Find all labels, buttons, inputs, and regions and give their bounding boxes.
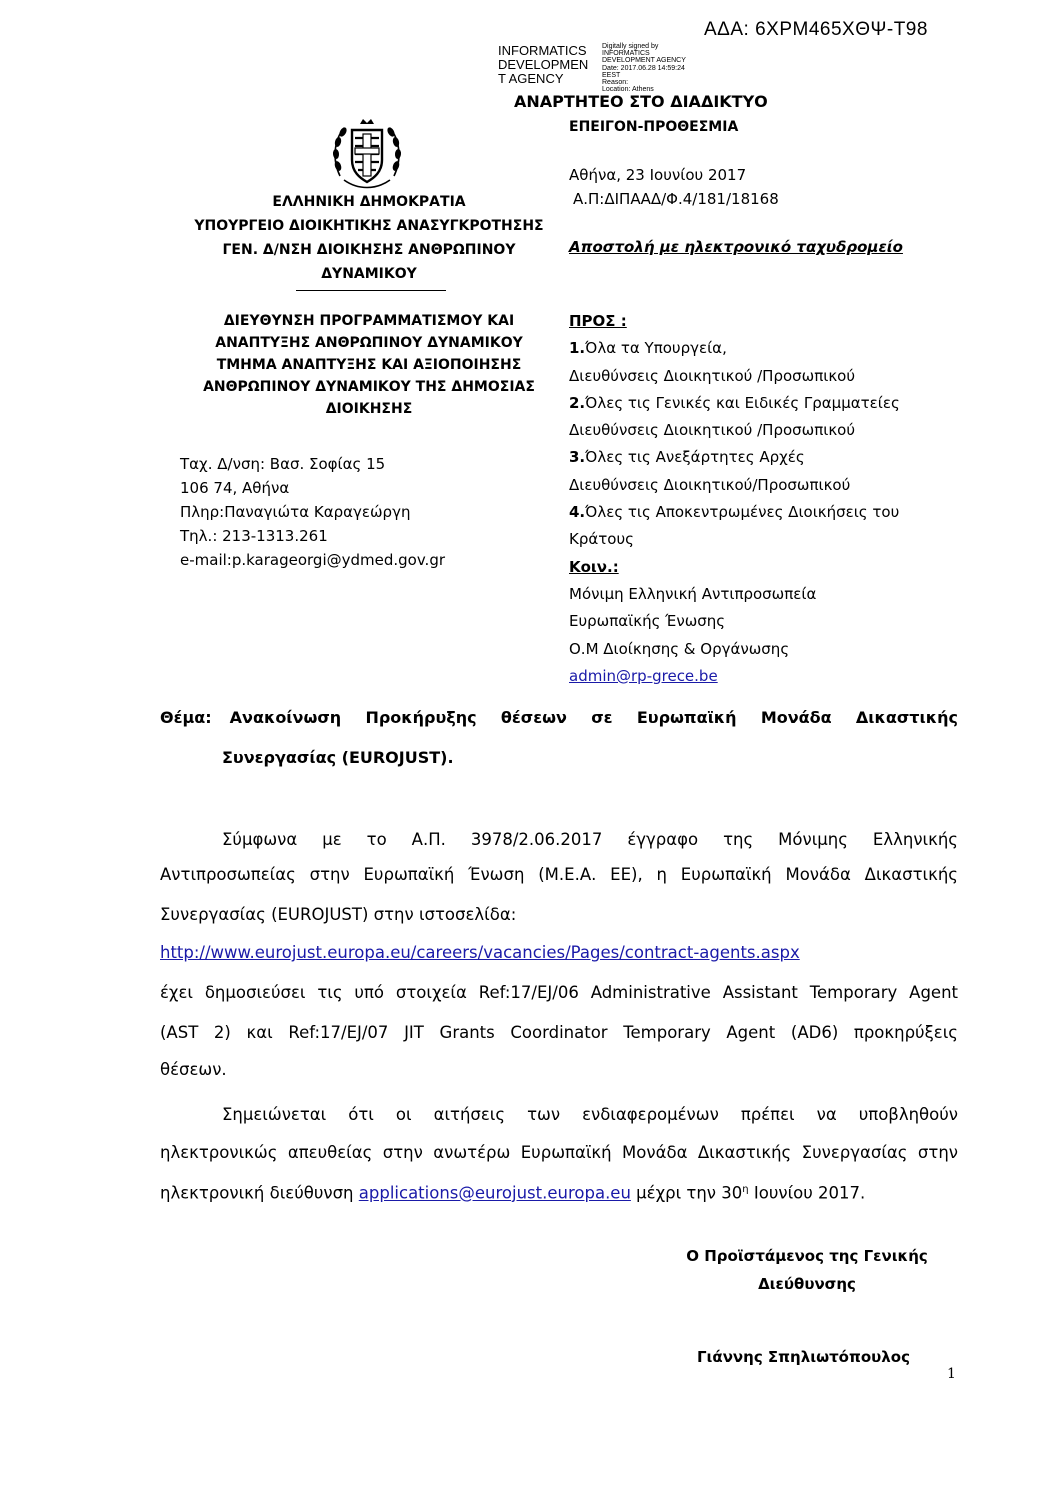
cc-line: Ευρωπαϊκής Ένωσης [569,612,726,631]
dept-line: ΔΙΟΙΚΗΣΗΣ [325,401,413,417]
recipient-line: 1.Όλα τα Υπουργεία, [569,339,727,358]
cc-label: Κοιν.: [569,557,619,576]
signature-name-line: INFORMATICS [498,43,587,58]
dept-line: ΔΙΕΥΘΥΝΣΗ ΠΡΟΓΡΑΜΜΑΤΙΣΜΟΥ ΚΑΙ [223,313,515,329]
signatory-name: Γιάννης Σπηλιωτόπουλος [697,1348,910,1366]
signatory-title-line: Ο Προϊστάμενος της Γενικής [686,1247,928,1265]
recipient-line: Κράτους [569,530,634,549]
subject-line-1 [160,708,958,727]
body-p1-line2: Αντιπροσωπείας στην Ευρωπαϊκή Ένωση (Μ.Ε.Α. ΕΕ), η Ευρωπαϊκή Μονάδα Δικαστικής [160,865,958,884]
signatory-title-line: Διεύθυνσης [758,1275,856,1293]
page-number: 1 [947,1366,956,1382]
post-online-label: ΑΝΑΡΤΗΤΕΟ ΣΤΟ ΔΙΑΔΙΚΤΥΟ [514,92,768,111]
to-label: ΠΡΟΣ : [569,312,627,330]
recipient-line: Διευθύνσεις Διοικητικού/Προσωπικού [569,475,851,494]
body-p1-line6: θέσεων. [160,1060,227,1079]
signature-detail-line: Date: 2017.06.28 14:59:24 [602,64,685,72]
body-p2-text: ηλεκτρονική διεύθυνση [160,1183,359,1203]
org-line: ΕΛΛΗΝΙΚΗ ΔΗΜΟΚΡΑΤΙΑ [272,194,466,210]
cc-email-link[interactable]: admin@rp-grece.be [569,666,718,685]
contact-person: Πληρ:Παναγιώτα Καραγεώργη [180,503,411,521]
body-p2-line3 [160,1170,865,1214]
subject-text: Ανακοίνωση Προκήρυξης θέσεων σε Ευρωπαϊκή Μονάδα Δικαστικής [229,708,958,727]
org-line: ΓΕΝ. Δ/ΝΣΗ ΔΙΟΙΚΗΣΗΣ ΑΝΘΡΩΠΙΝΟΥ [222,242,516,258]
subject-label: Θέμα: [160,708,212,727]
cc-line: Μόνιμη Ελληνική Αντιπροσωπεία [569,584,817,603]
signature-name-line: DEVELOPMEN [498,57,589,72]
ordinal-superscript: η [742,1184,749,1195]
subject-line-2: Συνεργασίας (EUROJUST). [222,748,454,767]
signature-detail-line: Reason: [602,79,629,87]
recipient-line: 4.Όλες τις Αποκεντρωμένες Διοικήσεις του [569,503,900,522]
signature-details [602,43,686,93]
recipient-line: 2.Όλες τις Γενικές και Ειδικές Γραμματείες [569,393,900,412]
contact-email: e-mail:p.karageorgi@ydmed.gov.gr [180,551,446,569]
send-mode: Αποστολή με ηλεκτρονικό ταχυδρομείο [569,238,903,256]
recipient-line: Διευθύνσεις Διοικητικού /Προσωπικού [569,366,856,385]
signature-detail-line: INFORMATICS [602,50,650,58]
document-date: Αθήνα, 23 Ιουνίου 2017 [569,166,747,184]
contact-postcode: 106 74, Αθήνα [180,479,290,497]
department-block [180,310,558,420]
signature-detail-line: DEVELOPMENT AGENCY [602,57,686,65]
eurojust-vacancies-link[interactable]: http://www.eurojust.europa.eu/careers/vacancies/Pages/contract-agents.aspx [160,943,800,962]
body-p1-line4: έχει δημοσιεύσει τις υπό στοιχεία Ref:17/EJ/06 Administrative Assistant Temporary Agent [160,983,958,1002]
signature-detail-line: Location: Athens [602,86,654,94]
signatory-title [672,1242,942,1298]
body-p1-line5: (AST 2) και Ref:17/EJ/07 JIT Grants Coordinator Temporary Agent (AD6) προκηρύξεις [160,1023,958,1042]
signature-detail-line: Digitally signed by [602,43,659,50]
recipient-line: Διευθύνσεις Διοικητικού /Προσωπικού [569,421,856,440]
applications-email-link[interactable]: applications@eurojust.europa.eu [358,1183,631,1203]
dept-line: ΑΝΑΠΤΥΞΗΣ ΑΝΘΡΩΠΙΝΟΥ ΔΥΝΑΜΙΚΟΥ [215,335,523,351]
ada-code: ΑΔΑ: 6ΧΡΜ465ΧΘΨ-Τ98 [704,19,928,40]
organisation-block [180,190,558,286]
protocol-number: Α.Π:ΔΙΠΑΑΔ/Φ.4/181/18168 [573,190,779,208]
contact-block [180,452,445,572]
org-line: ΔΥΝΑΜΙΚΟΥ [321,266,417,282]
body-p2-line1: Σημειώνεται ότι οι αιτήσεις των ενδιαφερομένων πρέπει να υποβληθούν [222,1105,958,1124]
contact-address: Ταχ. Δ/νση: Βασ. Σοφίας 15 [180,455,386,473]
recipients-block [569,308,900,690]
body-p1-line1: Σύμφωνα με το Α.Π. 3978/2.06.2017 έγγραφο της Μόνιμης Ελληνικής [222,830,958,849]
signature-detail-line: EEST [602,71,621,79]
body-p2-line2: ηλεκτρονικώς απευθείας στην ανωτέρω Ευρωπαϊκή Μονάδα Δικαστικής Συνεργασίας στην [160,1143,958,1162]
dept-line: ΤΜΗΜΑ ΑΝΑΠΤΥΞΗΣ ΚΑΙ ΑΞΙΟΠΟΙΗΣΗΣ [216,357,522,373]
body-p2-text: μέχρι την 30 [630,1183,743,1203]
recipient-line: 3.Όλες τις Ανεξάρτητες Αρχές [569,448,805,467]
signature-name [498,44,588,86]
greek-coat-of-arms-emblem [330,116,404,192]
contact-phone: Τηλ.: 213-1313.261 [180,527,328,545]
header-divider [296,290,446,291]
signature-name-line: T AGENCY [498,71,564,86]
body-p2-text: Ιουνίου 2017. [748,1183,866,1203]
body-p1-line3: Συνεργασίας (EUROJUST) στην ιστοσελίδα: [160,905,517,924]
cc-line: Ο.Μ Διοίκησης & Οργάνωσης [569,639,790,658]
urgent-label: ΕΠΕΙΓΟΝ-ΠΡΟΘΕΣΜΙΑ [569,119,739,135]
org-line: ΥΠΟΥΡΓΕΙΟ ΔΙΟΙΚΗΤΙΚΗΣ ΑΝΑΣΥΓΚΡΟΤΗΣΗΣ [194,218,544,234]
dept-line: ΑΝΘΡΩΠΙΝΟΥ ΔΥΝΑΜΙΚΟΥ ΤΗΣ ΔΗΜΟΣΙΑΣ [203,379,535,395]
